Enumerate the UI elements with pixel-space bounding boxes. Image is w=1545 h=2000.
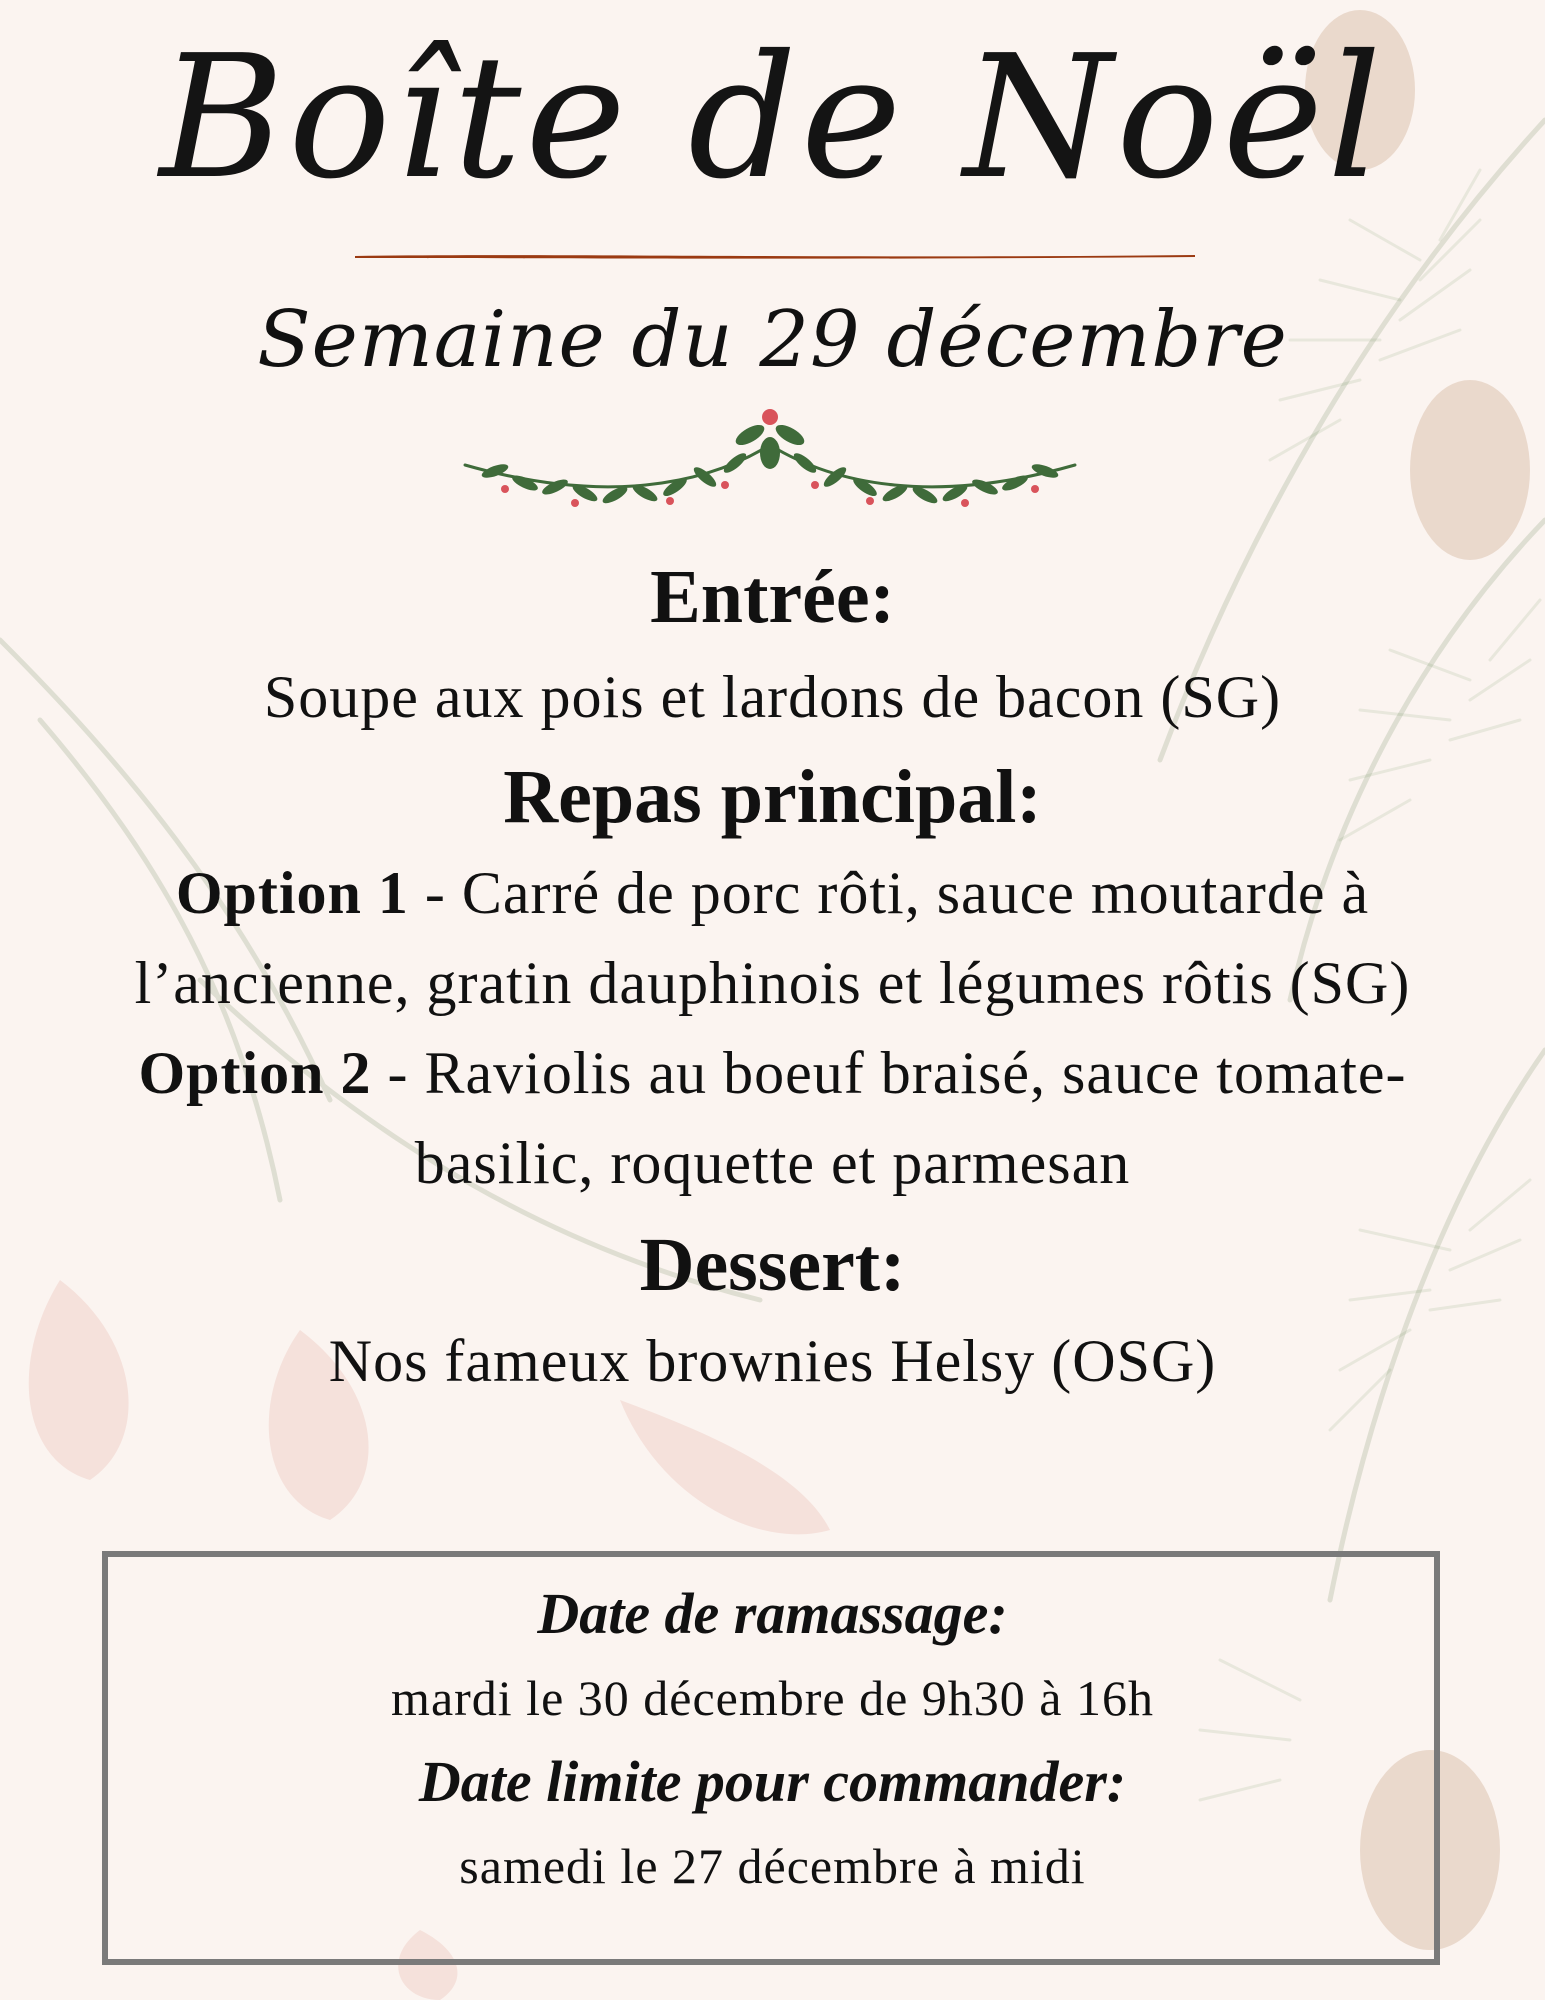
dessert-item: Nos fameux brownies Helsy (OSG) [328, 1328, 1217, 1394]
title-underline [355, 252, 1195, 260]
main-course-heading: Repas principal: [503, 755, 1042, 839]
entree-item: Soupe aux pois et lardons de bacon (SG) [263, 664, 1282, 730]
page-title: Boîte de Noël [159, 19, 1386, 217]
dessert-heading: Dessert: [639, 1223, 906, 1307]
option-1-line-2: l’ancienne, gratin dauphinois et légumes rôtis (SG) [134, 950, 1411, 1016]
deadline-date: samedi le 27 décembre à midi [459, 1838, 1086, 1894]
option-1-line-1 [0, 848, 1545, 938]
option-2-text: - Raviolis au boeuf braisé, sauce tomate- [371, 1040, 1407, 1106]
option-2-line-1 [0, 1028, 1545, 1118]
holly-garland-icon [455, 405, 1085, 535]
option-1-text: - Carré de porc rôti, sauce moutarde à [408, 860, 1370, 926]
week-subtitle: Semaine du 29 décembre [257, 295, 1288, 385]
option-1-label: Option 1 [175, 860, 409, 926]
option-2-label: Option 2 [138, 1040, 372, 1106]
pickup-date: mardi le 30 décembre de 9h30 à 16h [391, 1670, 1154, 1726]
deadline-heading: Date limite pour commander: [418, 1749, 1127, 1814]
pickup-heading: Date de ramassage: [537, 1581, 1008, 1646]
option-2-line-2: basilic, roquette et parmesan [414, 1130, 1131, 1196]
entree-heading: Entrée: [650, 555, 895, 639]
